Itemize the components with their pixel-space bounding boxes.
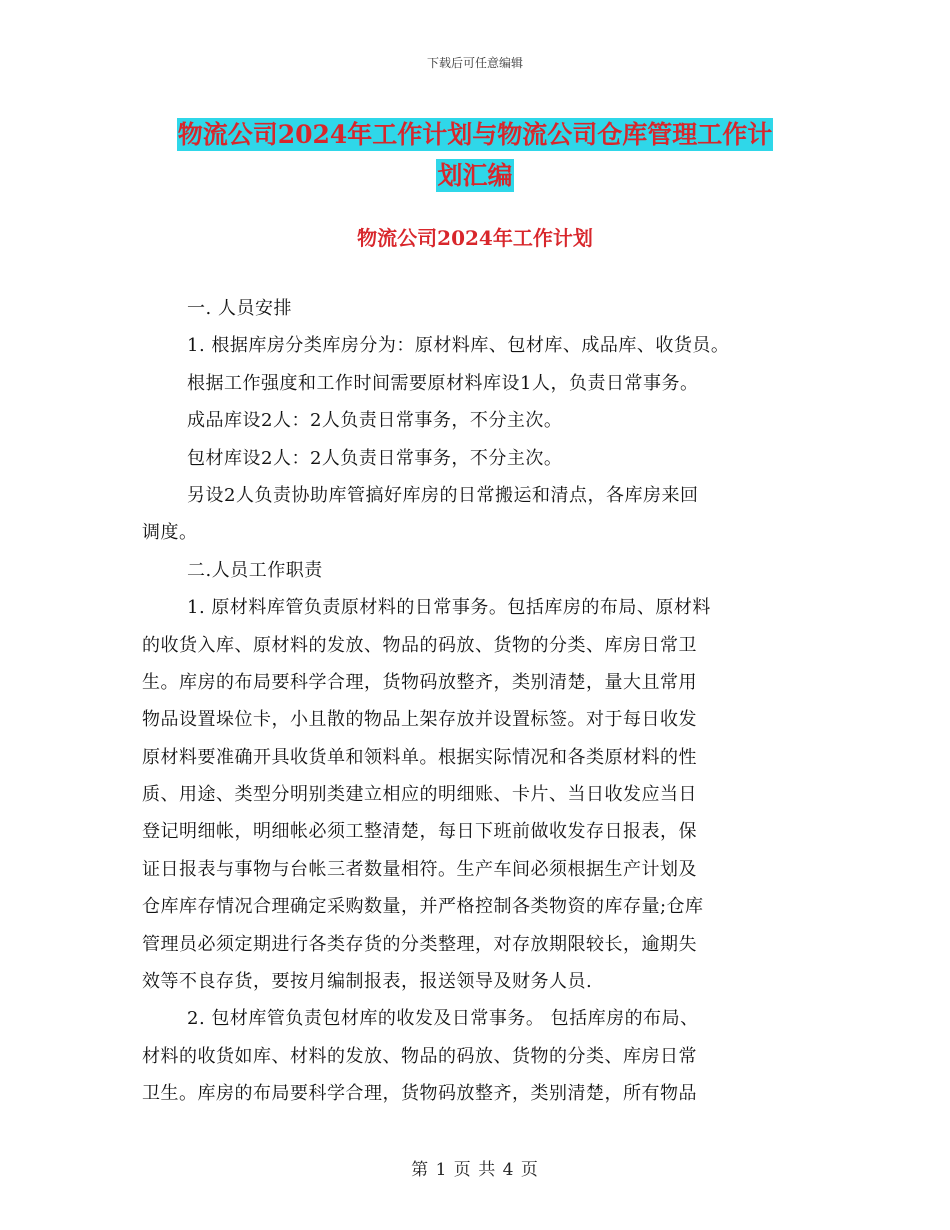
paragraph-line: 调度。 bbox=[142, 522, 198, 544]
paragraph-line: 卫生。库房的布局要科学合理，货物码放整齐，类别清楚，所有物品 bbox=[142, 1083, 697, 1105]
paragraph-line: 登记明细帐，明细帐必须工整清楚，每日下班前做收发存日报表，保 bbox=[142, 821, 697, 843]
paragraph-line: 原材料要准确开具收货单和领料单。根据实际情况和各类原材料的性 bbox=[142, 746, 697, 768]
paragraph-line: 的收货入库、原材料的发放、物品的码放、货物的分类、库房日常卫 bbox=[142, 634, 697, 656]
document-title-text-1: 物流公司2024年工作计划与物流公司仓库管理工作计 bbox=[177, 120, 773, 149]
paragraph-line: 另设2人负责协助库管搞好库房的日常搬运和清点，各库房来回 bbox=[187, 484, 699, 506]
paragraph-line: 效等不良存货，要按月编制报表，报送领导及财务人员. bbox=[142, 971, 593, 993]
header-note: 下载后可任意编辑 bbox=[426, 56, 523, 70]
document-title-line-2 bbox=[0, 153, 950, 198]
document-title-line-1 bbox=[0, 112, 950, 157]
paragraph-line: 根据工作强度和工作时间需要原材料库设1人，负责日常事务。 bbox=[187, 372, 699, 394]
section-title: 物流公司2024年工作计划 bbox=[357, 226, 593, 250]
document-title-text-2: 划汇编 bbox=[437, 161, 513, 190]
paragraph-line: 成品库设2人：2人负责日常事务，不分主次。 bbox=[187, 410, 563, 432]
paragraph-line: 二.人员工作职责 bbox=[187, 559, 323, 581]
paragraph-line: 一. 人员安排 bbox=[187, 298, 292, 319]
paragraph-line: 1. 根据库房分类库房分为：原材料库、包材库、成品库、收货员。 bbox=[187, 335, 730, 357]
paragraph-line: 物品设置垛位卡，小且散的物品上架存放并设置标签。对于每日收发 bbox=[142, 709, 697, 731]
page-footer: 第 1 页 共 4 页 bbox=[411, 1160, 539, 1180]
paragraph-line: 管理员必须定期进行各类存货的分类整理，对存放期限较长，逾期失 bbox=[142, 933, 697, 955]
paragraph-line: 生。库房的布局要科学合理，货物码放整齐，类别清楚，量大且常用 bbox=[142, 671, 697, 693]
paragraph-line: 证日报表与事物与台帐三者数量相符。生产车间必须根据生产计划及 bbox=[142, 858, 697, 880]
paragraph-line: 材料的收货如库、材料的发放、物品的码放、货物的分类、库房日常 bbox=[142, 1045, 697, 1067]
paragraph-line: 包材库设2人：2人负责日常事务，不分主次。 bbox=[187, 447, 563, 469]
paragraph-line: 质、用途、类型分明别类建立相应的明细账、卡片、当日收发应当日 bbox=[142, 784, 697, 806]
paragraph-line: 1. 原材料库管负责原材料的日常事务。包括库房的布局、原材料 bbox=[187, 597, 711, 619]
document-body bbox=[142, 290, 810, 1113]
paragraph-line: 仓库库存情况合理确定采购数量，并严格控制各类物资的库存量;仓库 bbox=[142, 896, 704, 918]
paragraph-line: 2. 包材库管负责包材库的收发及日常事务。 包括库房的布局、 bbox=[187, 1008, 699, 1030]
